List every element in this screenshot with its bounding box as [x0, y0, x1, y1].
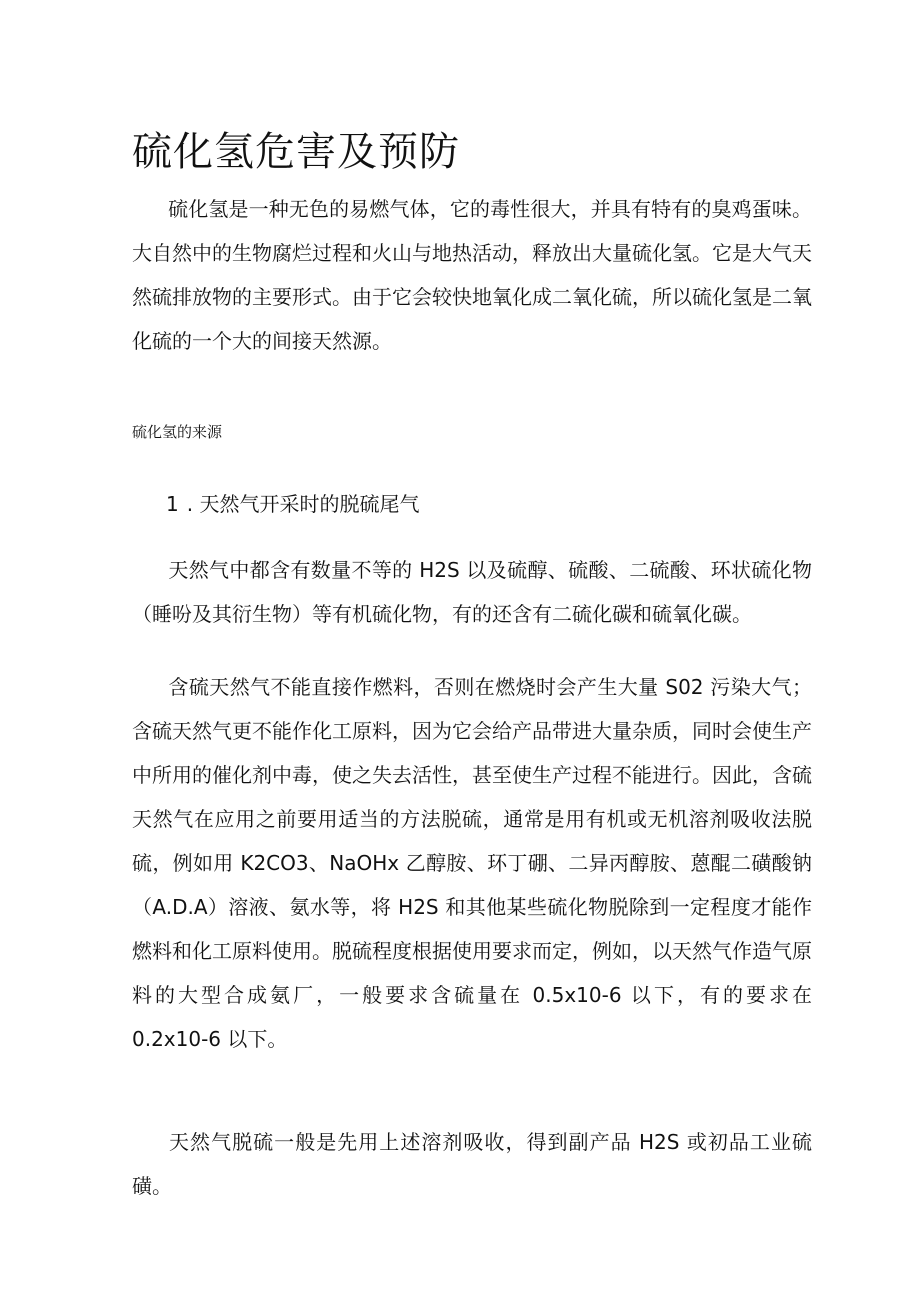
subsection-title: . 天然气开采时的脱硫尾气 — [186, 492, 420, 516]
intro-paragraph — [132, 187, 812, 363]
body-paragraph-2 — [132, 665, 812, 1061]
subsection-heading — [166, 488, 419, 520]
page-title: 硫化氢危害及预防 — [132, 129, 460, 175]
intro-text: 硫化氢是一种无色的易燃气体，它的毒性很大，并具有特有的臭鸡蛋味。大自然中的生物腐烂过程和火山与地热活动，释放出大量硫化氢。它是大气天然硫排放物的主要形式。由于它会较快地氧化成二氧化硫，所以硫化氢是二氧化硫的一个大的间接天然源。 — [132, 197, 812, 353]
paragraph-2-text: 含硫天然气不能直接作燃料，否则在燃烧时会产生大量 S02 污染大气；含硫天然气更不能作化工原料，因为它会给产品带进大量杂质，同时会使生产中所用的催化剂中毒，使之失去活性，甚至使生产过程不能进行。因此，含硫天然气在应用之前要用适当的方法脱硫，通常是用有机或无机溶剂吸收法脱硫，例如用 K2CO3、NaOHx 乙醇胺、环丁硼、二异丙醇胺、蒽醌二磺酸钠（A.D.A）溶液、氨水等，将 H2S 和其他某些硫化物脱除到一定程度才能作燃料和化工原料使用。脱硫程度根据使用要求而定，例如，以天然气作造气原料的大型合成氨厂，一般要求含硫量在 0.5x10-6 以下，有的要求在 0.2x10-6 以下。 — [132, 675, 812, 1051]
body-paragraph-1 — [132, 548, 812, 636]
subsection-number: 1 — [166, 492, 179, 516]
section-heading: 硫化氢的来源 — [132, 423, 223, 441]
paragraph-3-text: 天然气脱硫一般是先用上述溶剂吸收，得到副产品 H2S 或初品工业硫磺。 — [132, 1130, 812, 1198]
paragraph-1-text: 天然气中都含有数量不等的 H2S 以及硫醇、硫酸、二硫酸、环状硫化物（睡吩及其衍生物）等有机硫化物，有的还含有二硫化碳和硫氧化碳。 — [132, 558, 812, 626]
body-paragraph-3 — [132, 1120, 812, 1208]
